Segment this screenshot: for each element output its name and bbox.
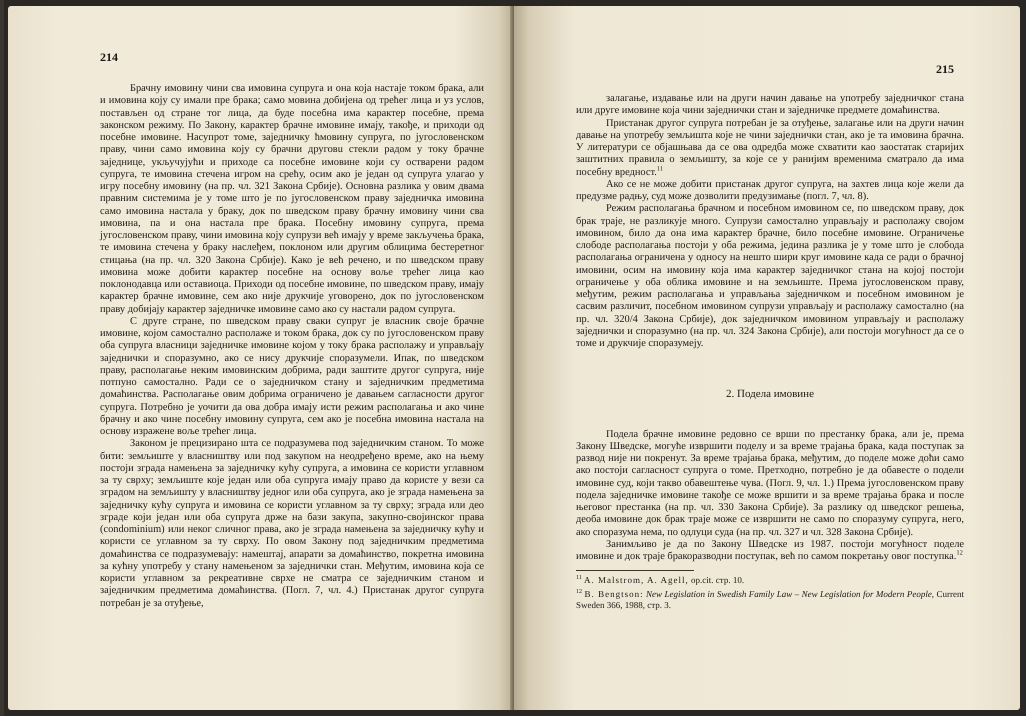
footnote-text: op.cit. стр. 10.	[688, 575, 745, 586]
paragraph: Занимљиво је да по Закону Шведске из 1987. постоји могућност поделе имовине и док траје бракоразводни поступак, већ по самом покретању овог поступка.$^{12}$	[576, 538, 964, 562]
footnote-number: 12	[576, 589, 582, 596]
footnote-author: A. Malstrom, A. Agell,	[584, 575, 689, 586]
footnote	[576, 575, 964, 586]
page-number: 215	[936, 62, 954, 76]
right-page	[514, 6, 1020, 710]
paragraph: Брачну имовину чини сва имовина супруга и она која настаје током брака, али и имовина коју су имали пре брака; само мовина добијена од трећег лица и уз услов, постављен од стране тог лица, да буде посебна има карактер посебне, према законском режиму. По Закону, карактер брачне имовине имају, такође, и приходи од посебне имовине. Насупрот томе, заједничку ћмовину супруга, по југословенском праву, чини само имовина коју су брачни друговu стекли радом у току брачне заједнице, укључујући и приходе са посебне имовине који су остварени радом супруга, те имовина стечена игром на срећу, осим ако је један од супруга улагао у игру посебну имовину (на пр. чл. 321 Закона Србије). Основна разлика у овим двама правним системима је у томе што је по југословенском праву заједничка имовина само имовина настала у браку, док по шведском праву брачну имовину чини сва имовина, па и она настала пре брака. Посебну имовину супруга, према југословенском праву, чини имовина коју супрузи већ имају у време закључења брака, те имовина стечена у браку наслеђем, поклоном или другим облицима бестеретног стицања (на пр. чл. 320 Закона Србије). Како је већ речено, и по шведском праву имовина може добити карактер посебне на основу воље трећег лица као поклонодавца или оставиоца. Приходи од посебне имовине, по шведском праву, имају карактер брачне имовине, сем ако није друкчије уговорено, док по југословенском праву добијају карактер заједничке имовине само ако су настали радом супруга.	[100, 83, 484, 315]
footnote-author: B. Bengtson:	[584, 589, 644, 600]
page-number: 214	[100, 50, 118, 64]
right-page-body	[576, 93, 964, 611]
footnote-ref: 12	[956, 549, 963, 557]
left-page-body	[100, 83, 484, 610]
paragraph: Подела брачне имовине редовно се врши по престанку брака, али је, према Закону Шведске, могуће извршити поделу и за време трајања брака, када поступак за развод није ни покренут. За време трајања брака, међутим, до поделе може доћи само ако постоји сагласност супруга о томе. Претходно, потребно је да обавесте о подели имовине суд, који такво обавештење чува. (Погл. 9, чл. 1.) Према југословенском праву подела заједничке имовине такође се може вршити и за време трајања брака и после његовог престанка (на пр. чл. 330 Закона Србије). За разлику од шведског решења, деоба имовине док брак траје може се извршити не само по споразуму супруга, него, ако споразума нема, по одлуци суда (на пр. чл. 327 и чл. 328 Закона Србије).	[576, 428, 964, 538]
footnote-ref: 11	[656, 165, 664, 173]
footnote-text: Current Sweden 366, 1988, стр. 3.	[576, 589, 964, 611]
paragraph: Ако се не може добити пристанак другог супруга, на захтев лица које жели да предузме радњу, суд може дозволити предузимање (погл. 7, чл. 8).	[576, 178, 964, 202]
section-heading: 2. Подела имовине	[726, 388, 814, 401]
footnote-rule	[576, 570, 694, 571]
paragraph: Режим располагања брачном и посебном имовином се, по шведском праву, док брак траје, не разликује много. Супрузи самостално управљају и располажу својом имовином, било да она има карактер брачне, било посебне имовине. Ограничење слободе располагања постоји у оба режима, једина разлика је у томе што је слобода располагања ограничена у односу на нешто шири круг имовине када се ради о брачној имовини, осим на имовину која има карактер заједничког стана на којој постоји ограничење у оба облика имовине и на земљиште. Према југословенском праву, међутим, режим располагања и управљања заједничком и посебном имовином је сасвим различит, посебном имовином супрузи управљају и располажу самостално (на пр. чл. 320/4 Закона Србије), док заједничком имовином управљају и располажу заједнички и споразумно (на пр. чл. 324 Закона Србије), али постоји могућност да се о томе и друкчије споразумеју.	[576, 203, 964, 349]
footnote-number: 11	[576, 575, 582, 582]
paragraph: С друге стране, по шведском праву сваки супруг је власник своје брачне имовине, којом самостално располаже и током брака, док су по југословенском праву оба супруга власници заједничке имовине којом у току брака располажу и управљају заједнички и споразумно, ако се нису друкчије споразумели. Ипак, по шведском праву, располагање неким имовинским добрима, ради заштите другог супруга, није потпуно самостално. Ради се о заједничком стану и заједничким предметима домаћинства. Располагање овим добрима ограничено је давањем сагласности другог супруга. Потребно је уочити да ова добра имају исти режим располагања и ако чине брачну и ако чине посебну имовину супруга, сем ако је посебна имовина настала на основу изражене воље трећег лица.	[100, 315, 484, 437]
left-page	[8, 6, 514, 710]
footnote-title: New Legislation in Swedish Family Law – New Legislation for Modern People,	[643, 589, 935, 600]
paragraph: залагање, издавање или на други начин давање на употребу заједничког стана или друге имовине која чини заједнички стан и заједничке предмете домаћинства.	[576, 93, 964, 117]
footnote	[576, 589, 964, 611]
paragraph: Законом је прецизирано шта се подразумева под заједничким станом. То може бити: земљиште у власништву или под закупом на неодређено време, ако на њему постоји зграда намењена за заједничку кућу супруга, а имовина се користи углавном за ту сврху; земљиште које један или оба супруга имају право да користе у вези са зградом на земљишту у власништву једног или оба супруга, ако је зграда намењена за заједничку кућу супруга и имовина се користи углавном за ту сврху; зграда или део зграде који један или оба супруга држе на бази закупа, закупно-својинског права (condominium) или неког сличног права, ако је зграда намењена за заједничку кућу и користи се углавном за ту сврху. По овом Закону под заједничким предметима домаћинства се подразумевају: намештај, апарати за домаћинство, покретна имовина за кућну употребу у стану намењеном за заједнички стан. Међутим, имовина која се користи углавном за рекреативне сврхе не сматра се заједничким станом и заједничким предметима домаћинства. (Погл. 7, чл. 4.) Пристанак другог супруга потребан је за отуђење,	[100, 438, 484, 609]
paragraph: Пристанак другог супруга потребан је за отуђење, залагање или на други начин давање на употребу земљишта које не чини заједнички стан, ако је та имовина брачна. У литератури се објашњава да се ова одредба може схватити као заостатак старијих заштитних правила о земљишту, за које се у ранијим временима сматрало да има посебну вредност.$^{11}$	[576, 117, 964, 178]
